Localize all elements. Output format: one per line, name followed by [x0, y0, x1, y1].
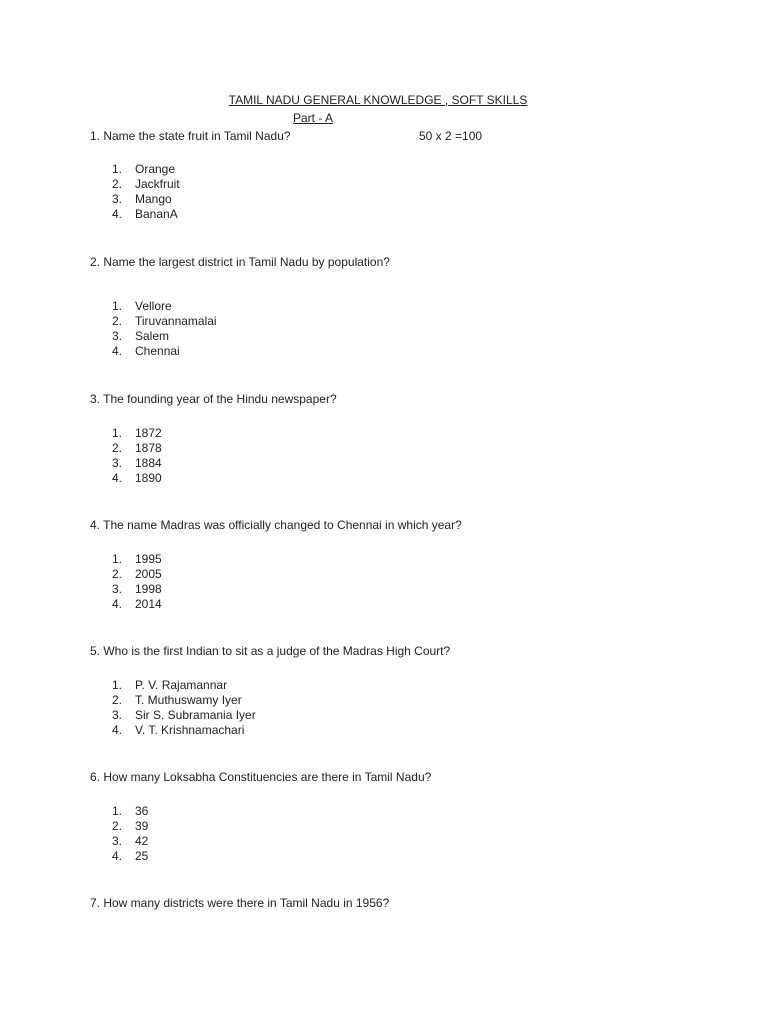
- option-text: T. Muthuswamy Iyer: [135, 693, 242, 707]
- option-text: Sir S. Subramania Iyer: [135, 708, 256, 722]
- option-item: [112, 456, 162, 471]
- question-1-options: [112, 162, 180, 222]
- option-text: 25: [135, 849, 149, 863]
- option-item: [112, 344, 217, 359]
- option-text: Salem: [135, 329, 170, 343]
- option-text: P. V. Rajamannar: [135, 678, 228, 692]
- option-item: [112, 708, 256, 723]
- question-5-options: [112, 678, 256, 738]
- option-number: 2.: [112, 693, 123, 707]
- option-item: [112, 299, 217, 314]
- option-number: 3.: [112, 708, 123, 722]
- option-text: Tiruvannamalai: [135, 314, 217, 328]
- option-text: 1872: [135, 426, 162, 440]
- option-number: 3.: [112, 582, 123, 596]
- option-number: 1.: [112, 162, 123, 176]
- option-item: [112, 804, 148, 819]
- option-number: 1.: [112, 299, 123, 313]
- option-text: BananA: [135, 207, 178, 221]
- option-item: [112, 834, 148, 849]
- option-item: [112, 819, 148, 834]
- option-text: 42: [135, 834, 149, 848]
- question-6-options: [112, 804, 148, 864]
- option-number: 2.: [112, 314, 123, 328]
- option-text: 1998: [135, 582, 162, 596]
- option-number: 1.: [112, 552, 123, 566]
- option-item: [112, 597, 162, 612]
- option-text: 1884: [135, 456, 162, 470]
- option-item: [112, 162, 180, 177]
- option-text: Mango: [135, 192, 172, 206]
- option-number: 2.: [112, 177, 123, 191]
- option-number: 3.: [112, 192, 123, 206]
- option-number: 2.: [112, 819, 123, 833]
- option-text: Orange: [135, 162, 176, 176]
- question-4-options: [112, 552, 162, 612]
- option-item: [112, 567, 162, 582]
- option-number: 4.: [112, 471, 123, 485]
- option-text: Chennai: [135, 344, 180, 358]
- option-text: 39: [135, 819, 149, 833]
- option-text: 1878: [135, 441, 162, 455]
- part-heading: Part - A: [293, 111, 334, 125]
- option-number: 2.: [112, 567, 123, 581]
- option-number: 3.: [112, 834, 123, 848]
- option-item: [112, 192, 180, 207]
- option-number: 4.: [112, 344, 123, 358]
- option-number: 4.: [112, 597, 123, 611]
- option-number: 1.: [112, 678, 123, 692]
- question-3: 3. The founding year of the Hindu newspaper?: [90, 392, 337, 406]
- document-title: TAMIL NADU GENERAL KNOWLEDGE , SOFT SKILLS: [228, 93, 528, 107]
- option-item: [112, 441, 162, 456]
- option-item: [112, 471, 162, 486]
- question-1: 1. Name the state fruit in Tamil Nadu?: [90, 129, 291, 143]
- option-number: 4.: [112, 849, 123, 863]
- question-2-options: [112, 299, 217, 359]
- question-2: 2. Name the largest district in Tamil Nadu by population?: [90, 255, 390, 269]
- option-item: [112, 207, 180, 222]
- option-text: 1995: [135, 552, 162, 566]
- question-7: 7. How many districts were there in Tamil Nadu in 1956?: [90, 896, 390, 910]
- option-number: 1.: [112, 426, 123, 440]
- option-text: 1890: [135, 471, 162, 485]
- option-item: [112, 329, 217, 344]
- option-item: [112, 552, 162, 567]
- option-text: Jackfruit: [135, 177, 180, 191]
- option-item: [112, 426, 162, 441]
- option-item: [112, 849, 148, 864]
- question-3-options: [112, 426, 162, 486]
- option-item: [112, 723, 256, 738]
- marks-allocation: 50 x 2 =100: [419, 129, 483, 143]
- option-item: [112, 678, 256, 693]
- option-text: 2005: [135, 567, 162, 581]
- option-number: 3.: [112, 456, 123, 470]
- option-number: 2.: [112, 441, 123, 455]
- option-text: 2014: [135, 597, 162, 611]
- question-6: 6. How many Loksabha Constituencies are there in Tamil Nadu?: [90, 770, 432, 784]
- option-number: 4.: [112, 723, 123, 737]
- option-item: [112, 177, 180, 192]
- option-text: V. T. Krishnamachari: [135, 723, 245, 737]
- option-number: 3.: [112, 329, 123, 343]
- option-item: [112, 693, 256, 708]
- option-number: 1.: [112, 804, 123, 818]
- option-text: Vellore: [135, 299, 172, 313]
- option-text: 36: [135, 804, 149, 818]
- option-item: [112, 314, 217, 329]
- option-number: 4.: [112, 207, 123, 221]
- question-4: 4. The name Madras was officially changed to Chennai in which year?: [90, 518, 462, 532]
- option-item: [112, 582, 162, 597]
- question-5: 5. Who is the first Indian to sit as a judge of the Madras High Court?: [90, 644, 451, 658]
